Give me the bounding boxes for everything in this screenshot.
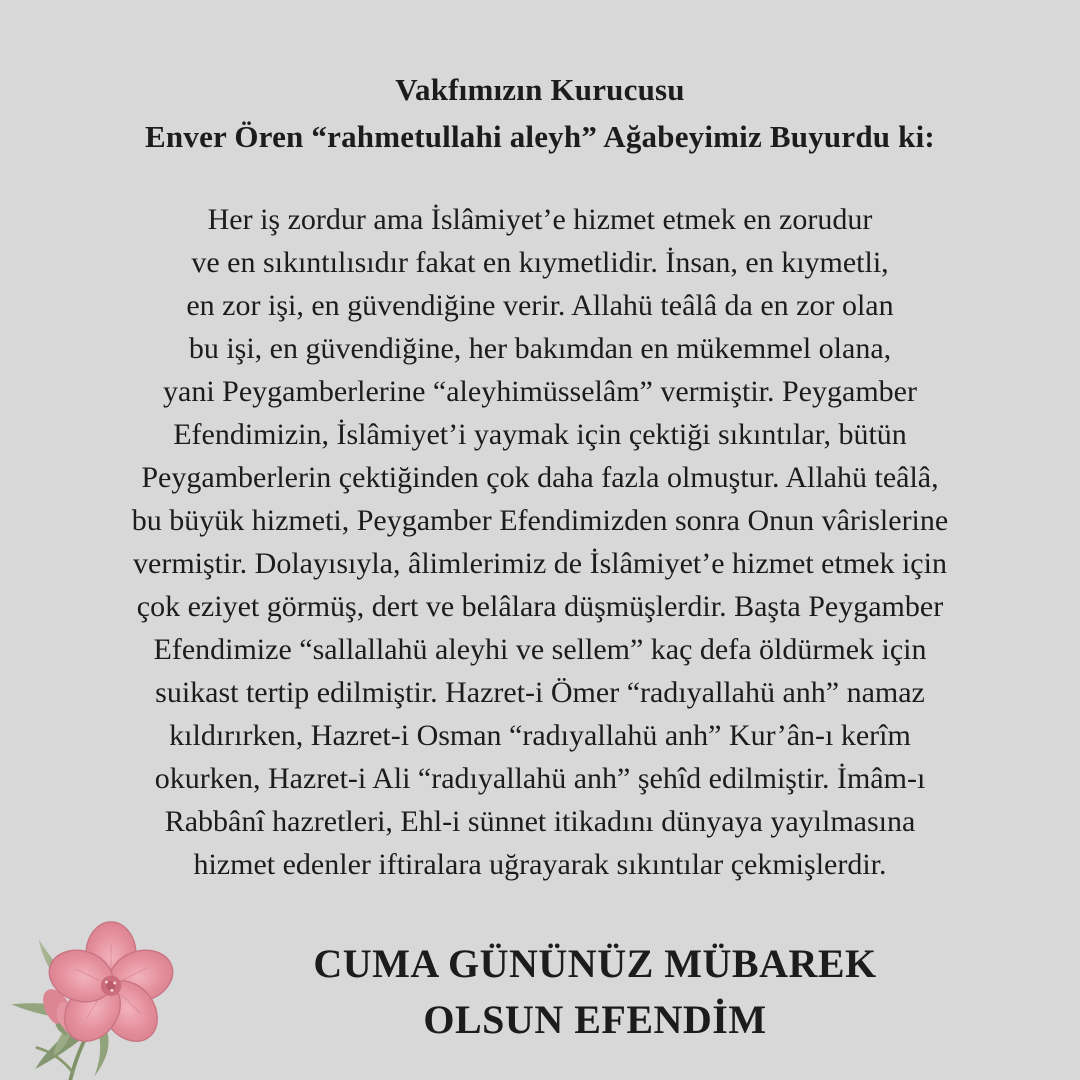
quote-line: bu işi, en güvendiğine, her bakımdan en mükemmel olana, bbox=[188, 332, 892, 365]
footer-line-1: CUMA GÜNÜNÜZ MÜBAREK bbox=[313, 941, 877, 986]
quote-text bbox=[0, 198, 1080, 886]
quote-line: vermiştir. Dolayısıyla, âlimlerimiz de İslâmiyet’e hizmet etmek için bbox=[133, 547, 947, 580]
quote-line: ve en sıkıntılısıdır fakat en kıymetlidir. İnsan, en kıymetli, bbox=[191, 246, 889, 279]
quote-line: Efendimizin, İslâmiyet’i yaymak için çektiği sıkıntılar, bütün bbox=[173, 418, 907, 451]
header-line-2: Enver Ören “rahmetullahi aleyh” Ağabeyimiz Buyurdu ki: bbox=[145, 119, 935, 154]
quote-line: Rabbânî hazretleri, Ehl-i sünnet itikadını dünyaya yayılmasına bbox=[164, 805, 916, 838]
quote-line: kıldırırken, Hazret-i Osman “radıyallahü anh” Kur’ân-ı kerîm bbox=[169, 719, 911, 752]
quote-line: yani Peygamberlerine “aleyhimüsselâm” vermiştir. Peygamber bbox=[163, 375, 917, 408]
header-line-1: Vakfımızın Kurucusu bbox=[395, 72, 685, 107]
footer-line-2: OLSUN EFENDİM bbox=[423, 997, 767, 1042]
quote-line: suikast tertip edilmiştir. Hazret-i Ömer “radıyallahü anh” namaz bbox=[155, 676, 925, 709]
header bbox=[0, 66, 1080, 160]
footer-greeting bbox=[110, 936, 1080, 1048]
quote-line: Her iş zordur ama İslâmiyet’e hizmet etmek en zorudur bbox=[207, 203, 873, 236]
quote-line: çok eziyet görmüş, dert ve belâlara düşmüşlerdir. Başta Peygamber bbox=[136, 590, 944, 623]
quote-line: okurken, Hazret-i Ali “radıyallahü anh” şehîd edilmiştir. İmâm-ı bbox=[154, 762, 926, 795]
pink-oleander-flower-icon bbox=[0, 910, 185, 1080]
quote-line: Peygamberlerin çektiğinden çok daha fazla olmuştur. Allahü teâlâ, bbox=[141, 461, 939, 494]
quote-line: Efendimize “sallallahü aleyhi ve sellem” kaç defa öldürmek için bbox=[153, 633, 927, 666]
quote-line: bu büyük hizmeti, Peygamber Efendimizden sonra Onun vârislerine bbox=[131, 504, 949, 537]
quote-line: hizmet edenler iftiralara uğrayarak sıkıntılar çekmişlerdir. bbox=[193, 848, 887, 881]
quote-line: en zor işi, en güvendiğine verir. Allahü teâlâ da en zor olan bbox=[186, 289, 894, 322]
